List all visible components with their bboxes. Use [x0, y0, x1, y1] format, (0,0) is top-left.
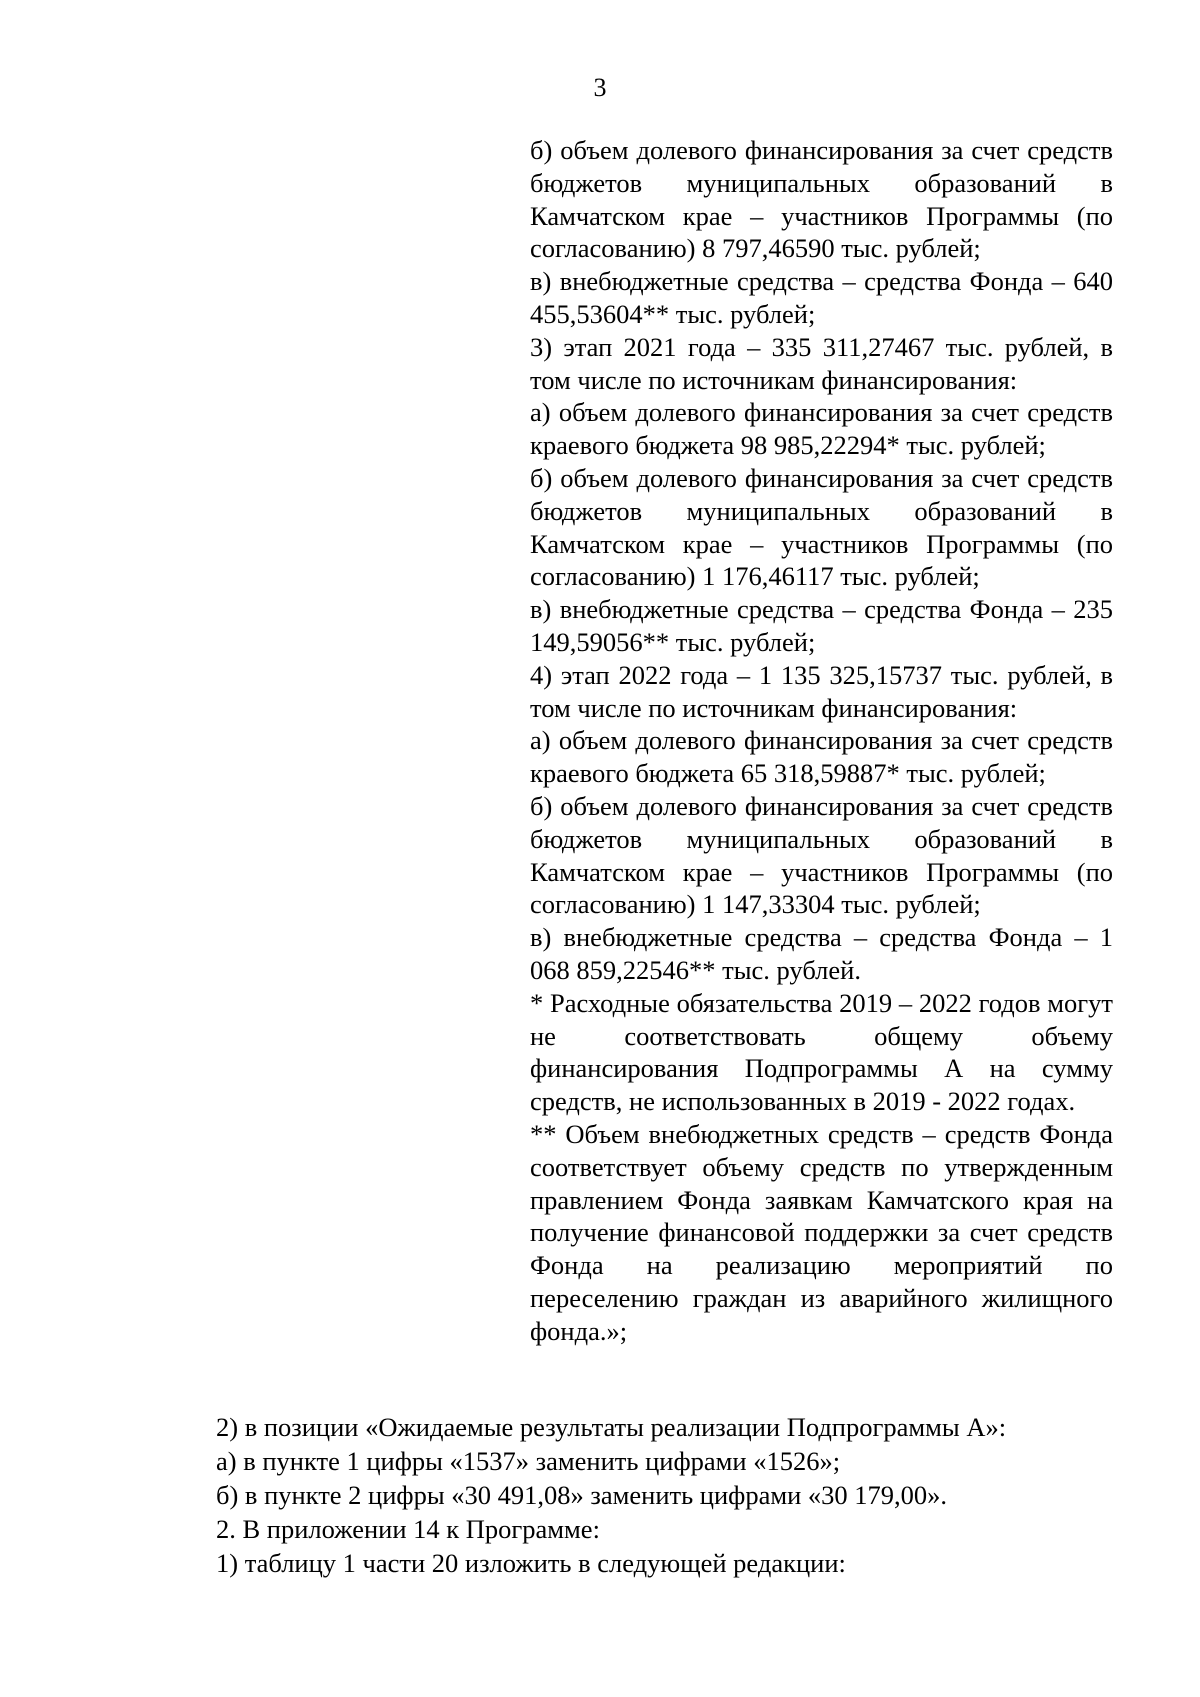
- paragraph-regional-funding-2021: а) объем долевого финансирования за счет средств краевого бюджета 98 985,22294* тыс. рублей;: [530, 397, 1113, 461]
- paragraph-municipal-funding-2020: б) объем долевого финансирования за счет средств бюджетов муниципальных образований в Камчатском крае – участников Программы (по согласованию) 8 797,46590 тыс. рублей;: [530, 135, 1113, 264]
- amendment-item-table-1: 1) таблицу 1 части 20 изложить в следующей редакции:: [216, 1548, 846, 1578]
- paragraph-municipal-funding-2021: б) объем долевого финансирования за счет средств бюджетов муниципальных образований в Камчатском крае – участников Программы (по согласованию) 1 176,46117 тыс. рублей;: [530, 462, 1113, 592]
- page-number: 3: [593, 73, 607, 102]
- paragraph-extrabudgetary-2020: в) внебюджетные средства – средства Фонда – 640 455,53604** тыс. рублей;: [530, 266, 1113, 329]
- paragraph-stage-2022: 4) этап 2022 года – 1 135 325,15737 тыс. рублей, в том числе по источникам финансирования:: [530, 659, 1113, 723]
- amendment-item-point-1: а) в пункте 1 цифры «1537» заменить цифрами «1526»;: [216, 1446, 841, 1476]
- footnote-double-asterisk: ** Объем внебюджетных средств – средств Фонда соответствует объему средств по утвержденным правлением Фонда заявкам Камчатского края на получение финансовой поддержки за счет средств Фонда на реализацию мероприятий по переселению граждан из аварийного жилищного фонда.»;: [530, 1118, 1113, 1346]
- paragraph-extrabudgetary-2021: в) внебюджетные средства – средства Фонда – 235 149,59056** тыс. рублей;: [530, 594, 1113, 657]
- amendment-item-expected-results: 2) в позиции «Ожидаемые результаты реализации Подпрограммы А»:: [216, 1412, 1007, 1442]
- amendment-item-appendix-14: 2. В приложении 14 к Программе:: [216, 1514, 600, 1544]
- paragraph-municipal-funding-2022: б) объем долевого финансирования за счет средств бюджетов муниципальных образований в Камчатском крае – участников Программы (по согласованию) 1 147,33304 тыс. рублей;: [530, 790, 1113, 920]
- paragraph-regional-funding-2022: а) объем долевого финансирования за счет средств краевого бюджета 65 318,59887* тыс. рублей;: [530, 725, 1113, 789]
- footnote-single-asterisk: * Расходные обязательства 2019 – 2022 годов могут не соответствовать общему объему финансирования Подпрограммы А на сумму средств, не использованных в 2019 - 2022 годах.: [530, 987, 1113, 1117]
- right-column-text: [530, 134, 1113, 1347]
- amendment-list: [216, 1410, 1116, 1580]
- amendment-item-point-2: б) в пункте 2 цифры «30 491,08» заменить цифрами «30 179,00».: [216, 1480, 948, 1510]
- paragraph-extrabudgetary-2022: в) внебюджетные средства – средства Фонда – 1 068 859,22546** тыс. рублей.: [530, 922, 1113, 985]
- paragraph-stage-2021: 3) этап 2021 года – 335 311,27467 тыс. рублей, в том числе по источникам финансирования:: [530, 331, 1113, 395]
